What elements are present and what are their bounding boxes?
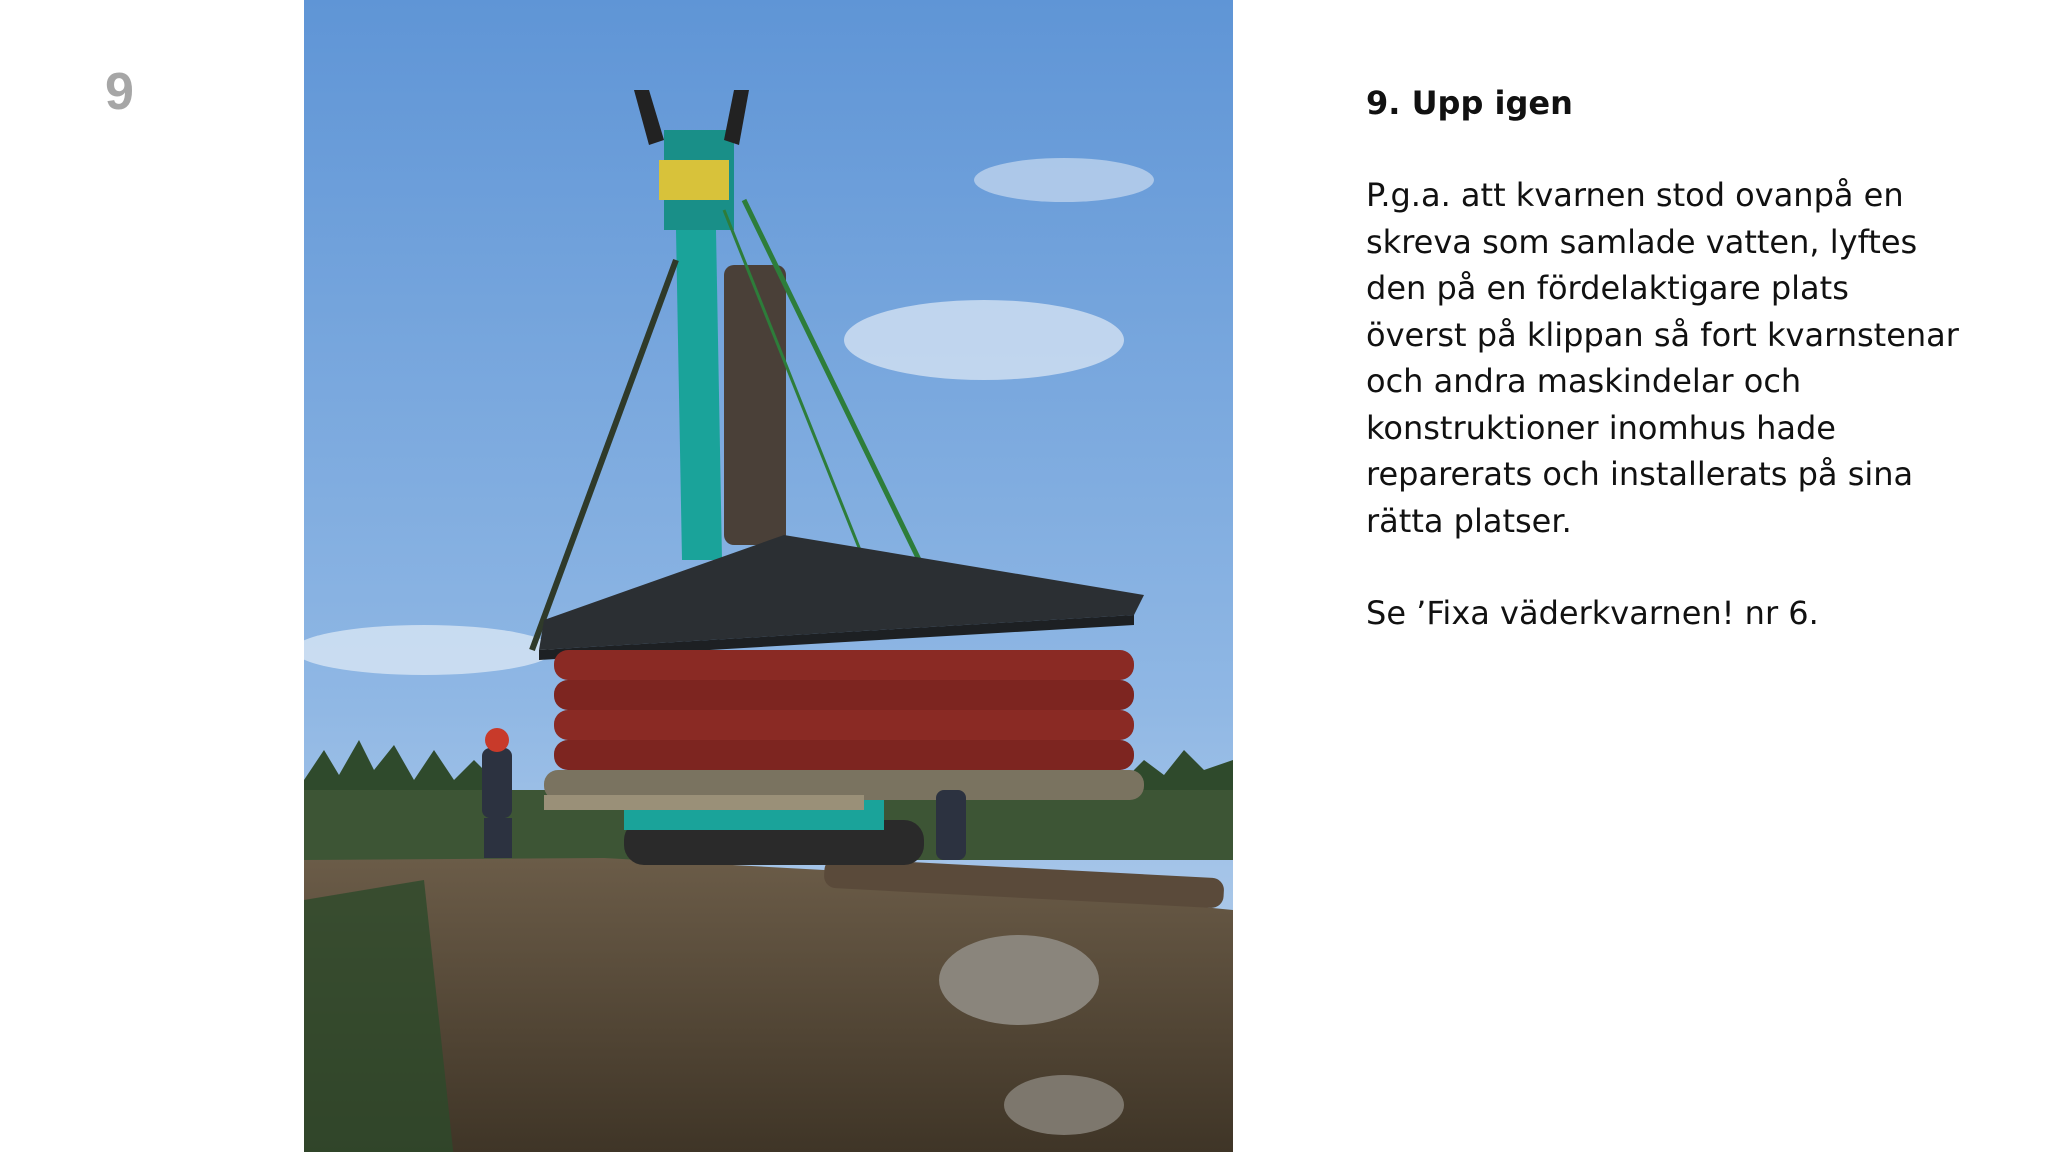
paragraph-line: skreva som samlade vatten, lyftes — [1366, 222, 1918, 261]
slide-title: 9. Upp igen — [1366, 84, 1573, 122]
paragraph-line: överst på klippan så fort kvarnstenar — [1366, 315, 1959, 354]
paragraph-line: konstruktioner inomhus hade — [1366, 408, 1836, 447]
paragraph-line: den på en fördelaktigare plats — [1366, 269, 1849, 307]
slide-photo — [304, 0, 1233, 1152]
crane-lifting-mill-illustration — [304, 0, 1233, 1152]
reference-text: Se ’Fixa väderkvarnen! nr 6. — [1366, 594, 1819, 632]
paragraph-line: P.g.a. att kvarnen stod ovanpå en — [1366, 176, 1904, 214]
paragraph-line: reparerats och installerats på sina — [1366, 455, 1914, 493]
paragraph-line: rätta platser. — [1366, 501, 1572, 540]
text-column — [1366, 80, 2006, 683]
body-paragraph — [1366, 172, 2006, 544]
paragraph-line: och andra maskindelar och — [1366, 362, 1802, 400]
slide-number: 9 — [105, 63, 134, 121]
